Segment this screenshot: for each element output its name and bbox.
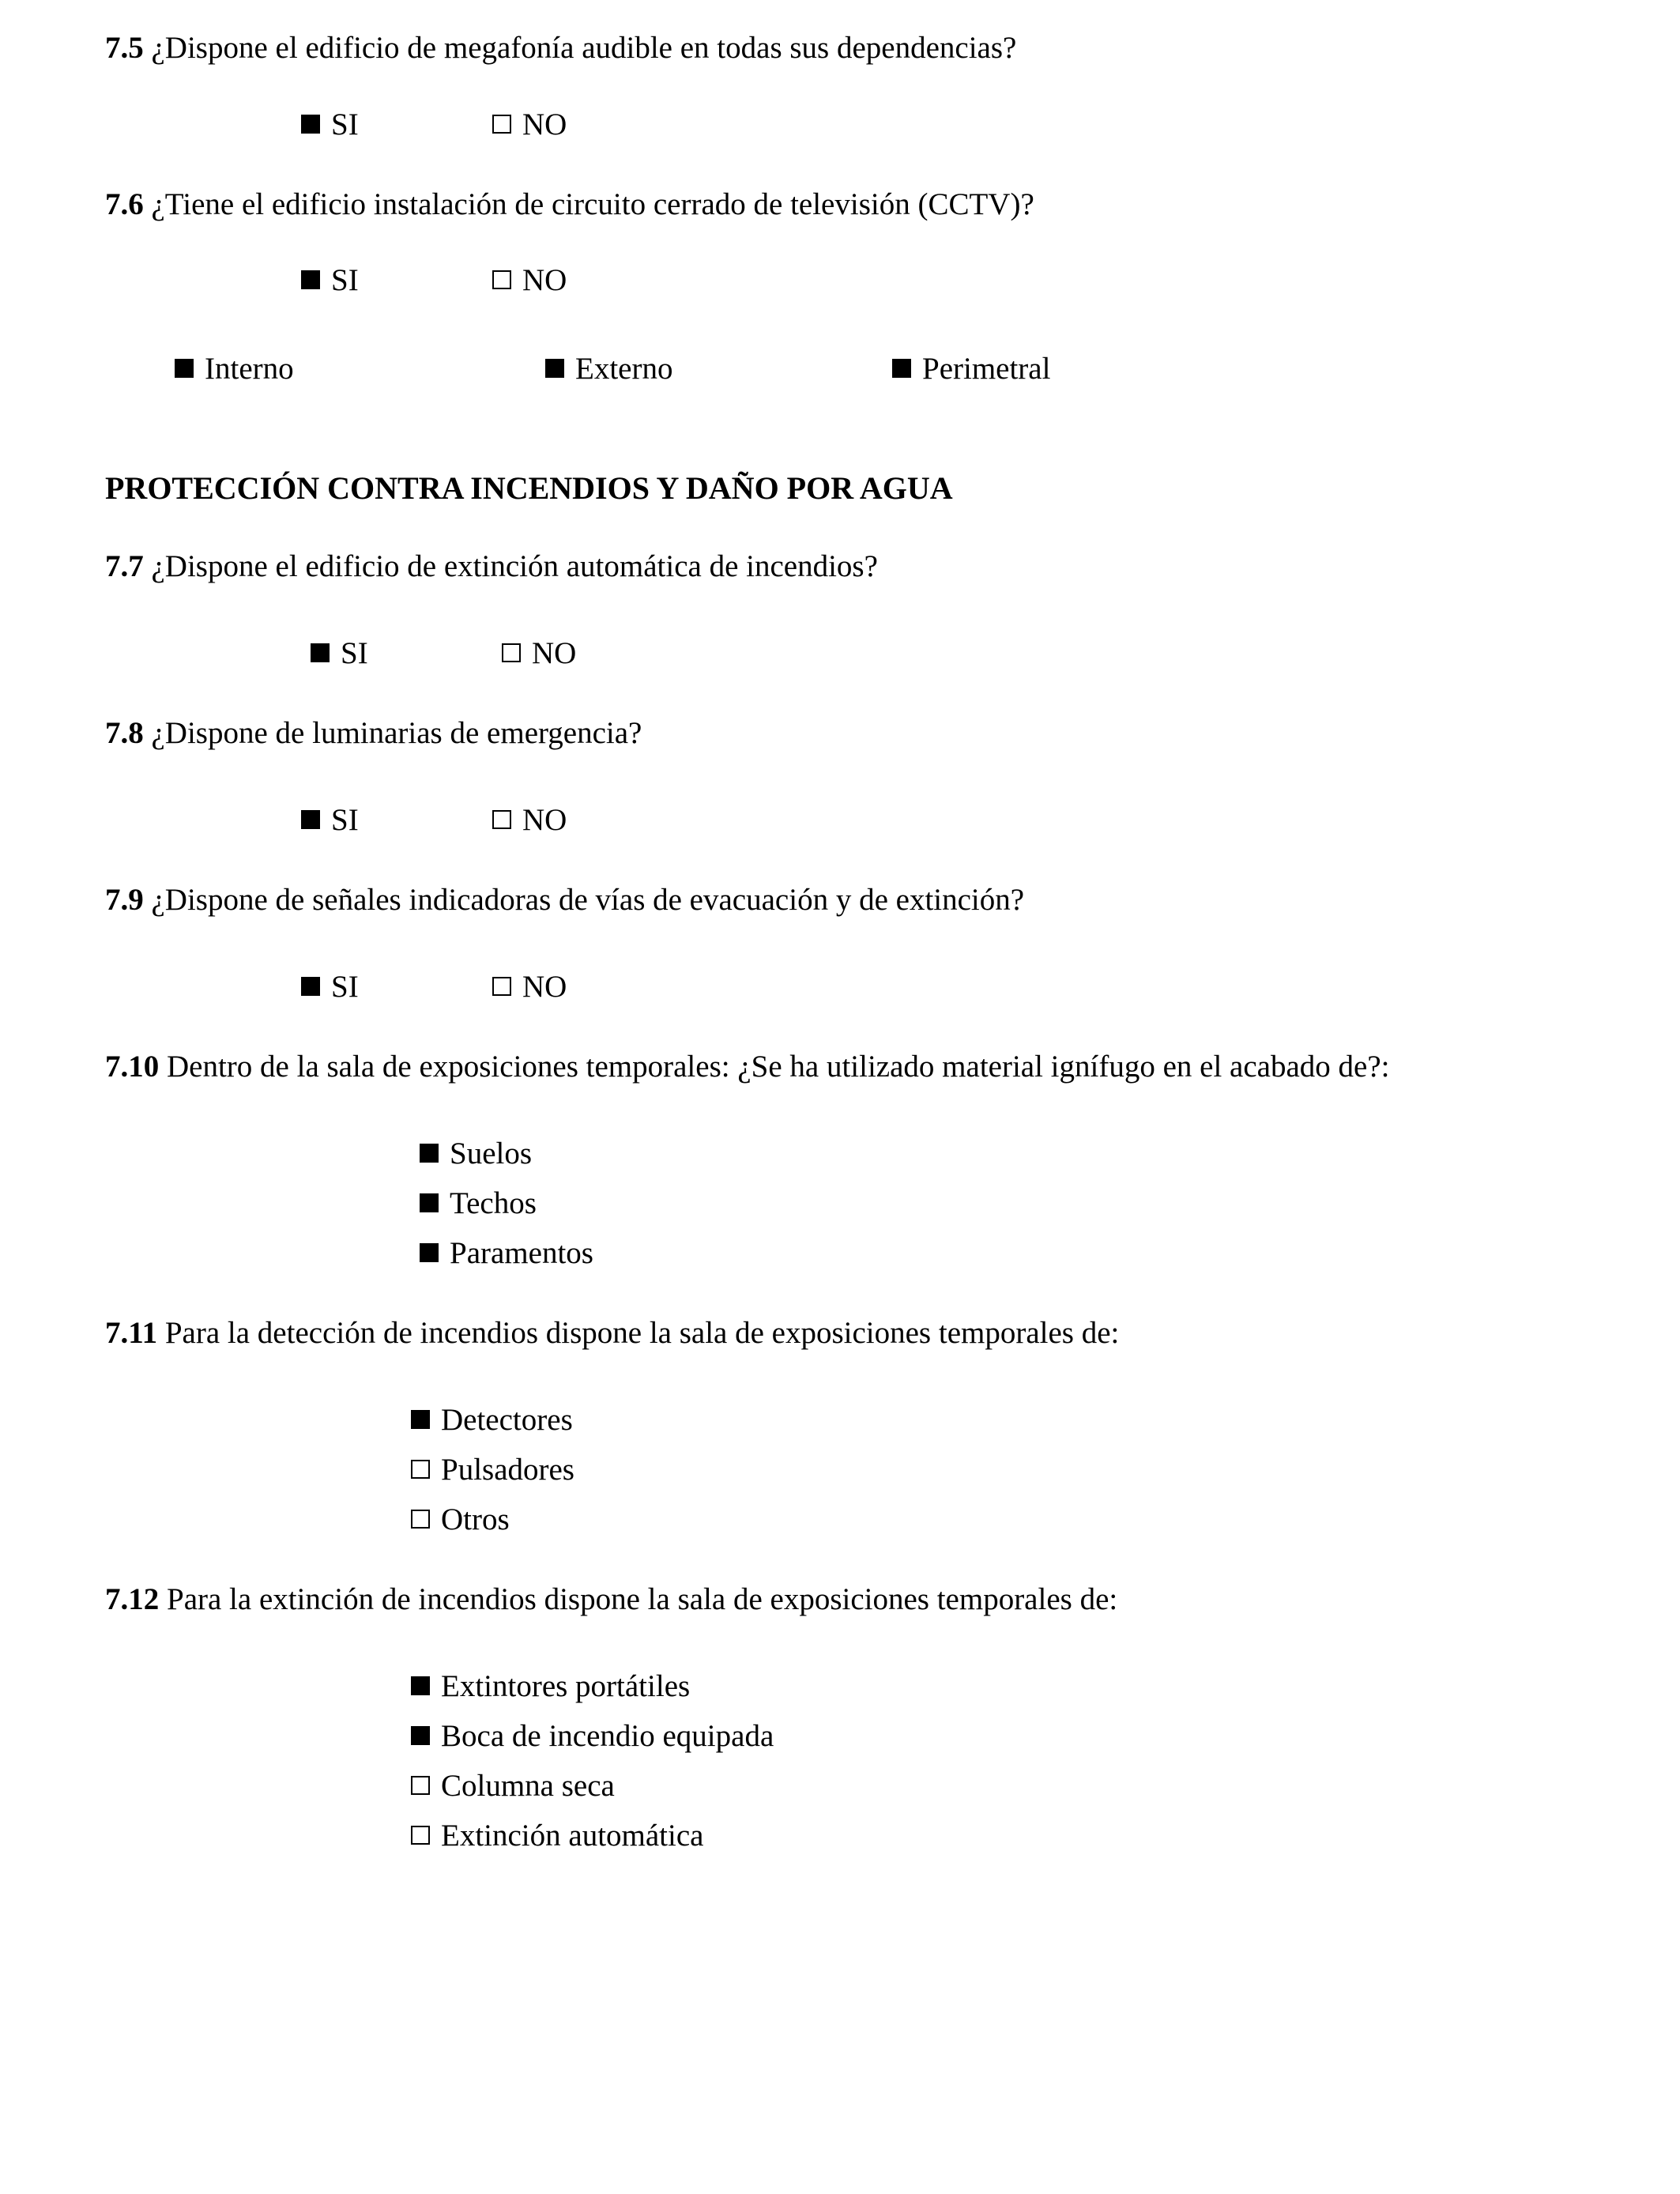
checkbox-checked-icon[interactable] [301,810,320,829]
question-number: 7.6 [105,187,144,221]
option-label: Extinción automática [441,1819,704,1853]
option-suelos[interactable] [420,1138,532,1169]
question-text: ¿Dispone de señales indicadoras de vías de evacuación y de extinción? [151,883,1025,917]
checkbox-checked-icon[interactable] [411,1676,430,1695]
option-label: Interno [205,352,294,386]
checkbox-checked-icon[interactable] [420,1144,439,1163]
option-label: Boca de incendio equipada [441,1719,774,1753]
question-7-10 [105,1051,1390,1082]
checkbox-checked-icon[interactable] [545,359,564,378]
question-number: 7.5 [105,31,144,65]
checkbox-checked-icon[interactable] [311,643,330,662]
option-no[interactable] [502,638,576,669]
option-label: NO [522,107,567,141]
option-label: NO [522,970,567,1004]
option-label: SI [331,107,359,141]
option-no[interactable] [492,265,567,296]
question-number: 7.7 [105,549,144,583]
checkbox-checked-icon[interactable] [892,359,911,378]
option-si[interactable] [301,109,359,140]
option-si[interactable] [301,971,359,1002]
question-text: ¿Tiene el edificio instalación de circuito cerrado de televisión (CCTV)? [151,187,1034,221]
option-label: NO [522,803,567,837]
question-7-6 [105,189,1034,220]
section-heading: PROTECCIÓN CONTRA INCENDIOS Y DAÑO POR AGUA [105,470,953,506]
checkbox-checked-icon[interactable] [420,1243,439,1262]
checkbox-checked-icon[interactable] [301,270,320,289]
option-label: Columna seca [441,1769,615,1803]
option-label: SI [331,803,359,837]
option-label: NO [522,263,567,297]
checkbox-unchecked-icon[interactable] [411,1460,430,1479]
option-si[interactable] [311,638,368,669]
option-boca-incendio[interactable] [411,1721,774,1751]
question-text: Para la extinción de incendios dispone la sala de exposiciones temporales de: [167,1582,1118,1616]
option-si[interactable] [301,805,359,835]
question-7-8 [105,718,642,748]
option-extintores[interactable] [411,1671,690,1702]
option-label: Externo [575,352,673,386]
option-label: Paramentos [450,1236,593,1270]
option-si[interactable] [301,265,359,296]
question-7-11 [105,1318,1119,1348]
checkbox-unchecked-icon[interactable] [502,643,521,662]
checkbox-checked-icon[interactable] [301,977,320,996]
checkbox-checked-icon[interactable] [411,1726,430,1745]
question-text: ¿Dispone de luminarias de emergencia? [151,716,642,750]
option-perimetral[interactable] [892,353,1050,384]
option-externo[interactable] [545,353,672,384]
option-label: NO [532,636,577,670]
option-pulsadores[interactable] [411,1454,574,1485]
option-label: SI [331,970,359,1004]
option-no[interactable] [492,971,567,1002]
option-label: Pulsadores [441,1453,574,1487]
checkbox-checked-icon[interactable] [301,115,320,134]
question-text: Para la detección de incendios dispone la sala de exposiciones temporales de: [164,1316,1120,1350]
question-7-9 [105,884,1024,915]
question-7-7 [105,551,878,582]
checkbox-unchecked-icon[interactable] [492,977,511,996]
question-7-12 [105,1584,1117,1615]
checkbox-unchecked-icon[interactable] [492,270,511,289]
checkbox-checked-icon[interactable] [175,359,194,378]
option-columna-seca[interactable] [411,1770,615,1801]
option-paramentos[interactable] [420,1238,593,1269]
question-number: 7.9 [105,883,144,917]
option-otros[interactable] [411,1504,510,1535]
option-techos[interactable] [420,1188,537,1219]
checkbox-checked-icon[interactable] [411,1410,430,1429]
option-interno[interactable] [175,353,294,384]
option-label: Perimetral [922,352,1051,386]
question-number: 7.11 [105,1316,158,1350]
checkbox-unchecked-icon[interactable] [411,1826,430,1845]
question-7-5 [105,32,1016,63]
option-label: Suelos [450,1137,533,1171]
checkbox-checked-icon[interactable] [420,1193,439,1212]
checkbox-unchecked-icon[interactable] [411,1510,430,1529]
checkbox-unchecked-icon[interactable] [492,810,511,829]
checkbox-unchecked-icon[interactable] [411,1776,430,1795]
question-number: 7.12 [105,1582,160,1616]
question-text: ¿Dispone el edificio de extinción automática de incendios? [151,549,878,583]
question-text: ¿Dispone el edificio de megafonía audible en todas sus dependencias? [151,31,1017,65]
option-label: Techos [450,1186,537,1220]
option-detectores[interactable] [411,1404,573,1435]
question-text: Dentro de la sala de exposiciones temporales: ¿Se ha utilizado material ignífugo en el acabado de?: [167,1050,1390,1084]
option-label: SI [341,636,368,670]
option-label: SI [331,263,359,297]
option-label: Otros [441,1502,510,1536]
option-no[interactable] [492,109,567,140]
option-label: Detectores [441,1403,573,1437]
option-label: Extintores portátiles [441,1669,691,1703]
option-extincion-automatica[interactable] [411,1820,703,1851]
option-no[interactable] [492,805,567,835]
question-number: 7.10 [105,1050,160,1084]
checkbox-unchecked-icon[interactable] [492,115,511,134]
question-number: 7.8 [105,716,144,750]
